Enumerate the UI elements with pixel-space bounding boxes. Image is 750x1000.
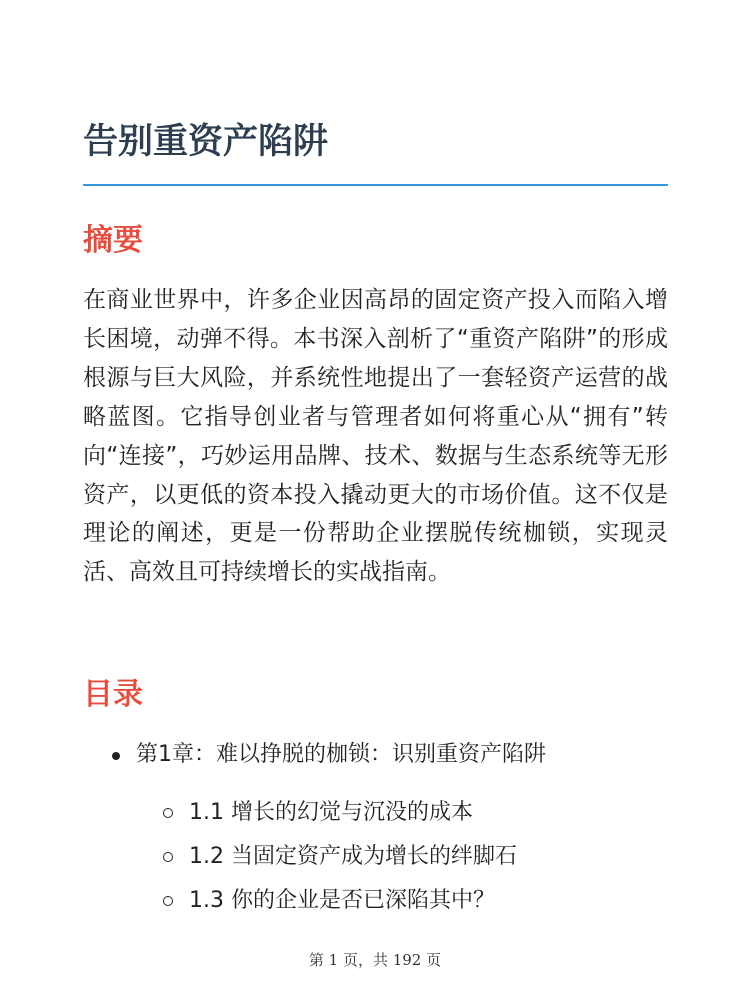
toc-section-label: 1.2 当固定资产成为增长的绊脚石 xyxy=(189,844,517,869)
hollow-bullet-icon xyxy=(163,808,173,818)
toc-chapter-label: 第1章：难以挣脱的枷锁：识别重资产陷阱 xyxy=(136,742,546,767)
toc-heading: 目录 xyxy=(83,677,143,712)
hollow-bullet-icon xyxy=(163,896,173,906)
filled-bullet-icon xyxy=(112,752,120,760)
page-number-footer: 第 1 页，共 192 页 xyxy=(308,951,442,969)
summary-heading: 摘要 xyxy=(83,223,143,258)
summary-paragraph: 在商业世界中，许多企业因高昂的固定资产投入而陷入增长困境，动弹不得。本书深入剖析了“重资产陷阱”的形成根源与巨大风险，并系统性地提出了一套轻资产运营的战略蓝图。它指导创业者与管理者如何将重心从“拥有”转向“连接”，巧妙运用品牌、技术、数据与生态系统等无形资产，以更低的资本投入撬动更大的市场价值。这不仅是理论的阐述，更是一份帮助企业摆脱传统枷锁，实现灵活、高效且可持续增长的实战指南。 xyxy=(83,287,668,586)
title-divider xyxy=(83,184,668,186)
document-title: 告别重资产陷阱 xyxy=(83,122,329,162)
toc-section-label: 1.3 你的企业是否已深陷其中？ xyxy=(189,888,495,913)
hollow-bullet-icon xyxy=(163,852,173,862)
toc-section-label: 1.1 增长的幻觉与沉没的成本 xyxy=(189,800,473,825)
